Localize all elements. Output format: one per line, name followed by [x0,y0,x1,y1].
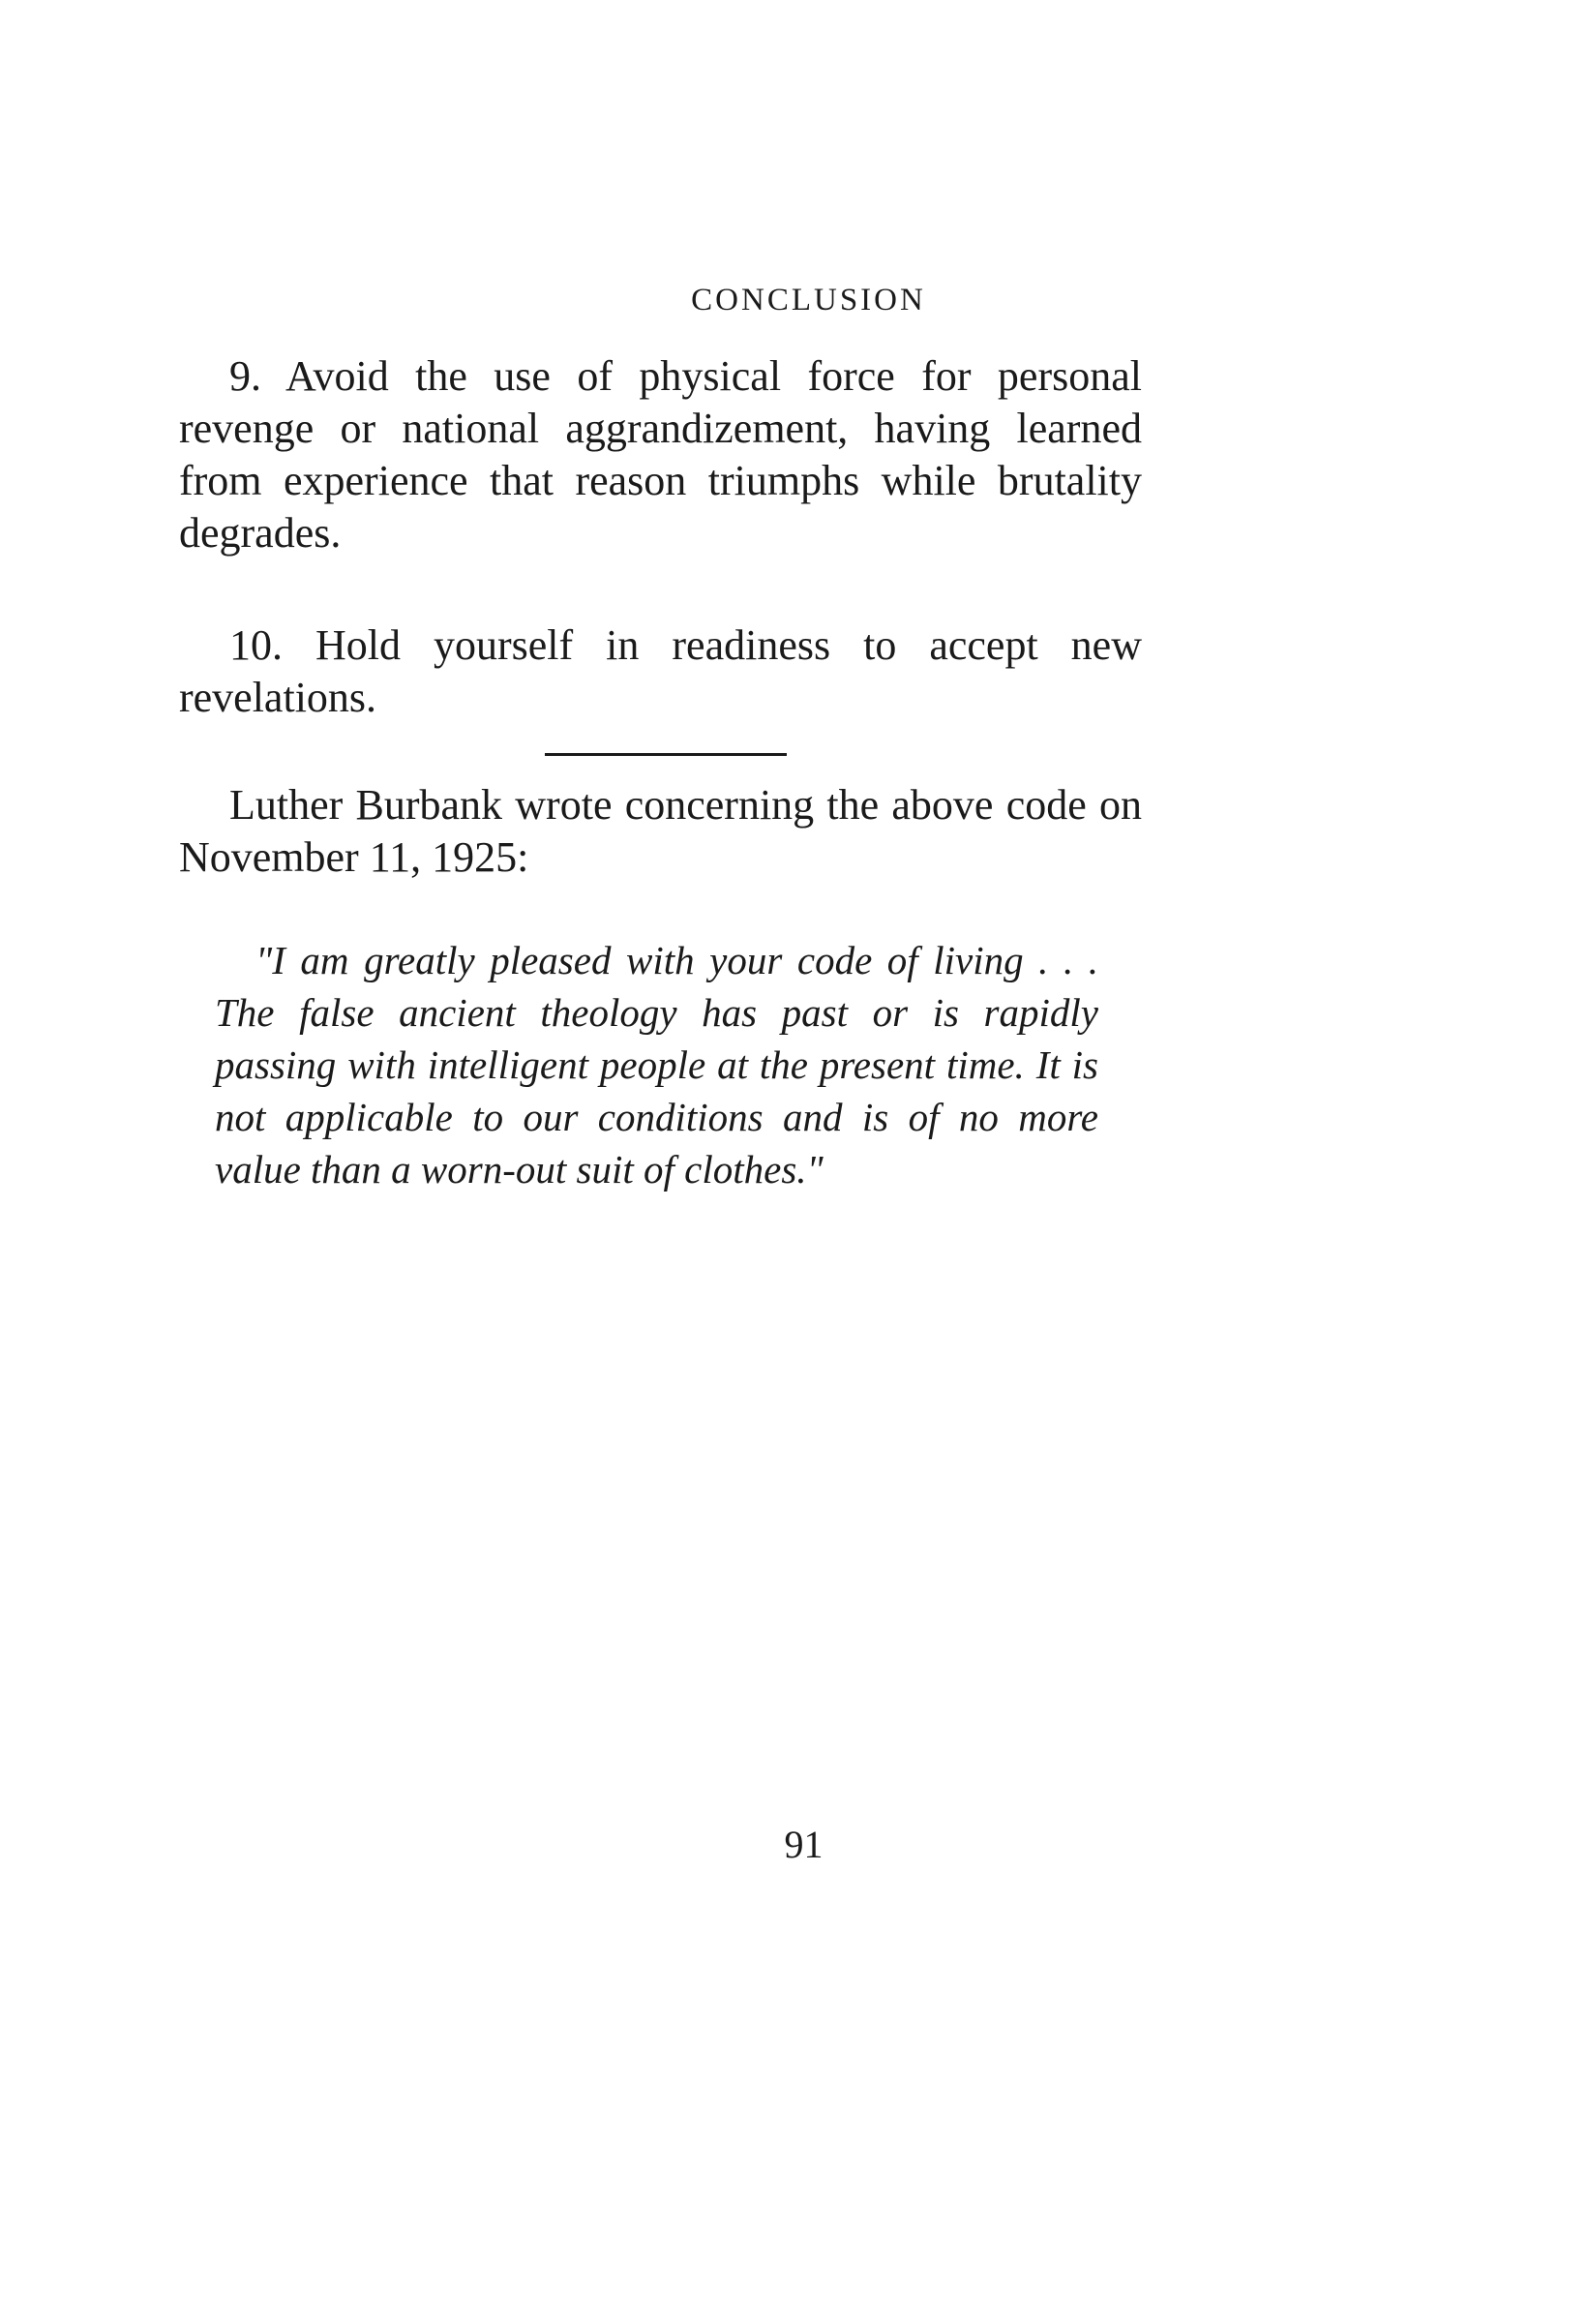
paragraph-item-9 [179,350,1142,559]
burbank-quote [215,934,1098,1195]
paragraph-item-10-text: 10. Hold yourself in readiness to accept new revelations. [179,621,1142,721]
paragraph-burbank-intro [179,779,1142,884]
paragraph-item-10 [179,619,1142,724]
section-divider [545,753,787,756]
paragraph-burbank-intro-text: Luther Burbank wrote concerning the above code on November 11, 1925: [179,781,1142,881]
paragraph-item-9-text: 9. Avoid the use of physical force for personal revenge or national aggrandizement, having learned from experience that reason triumphs while brutality degrades. [179,352,1142,557]
burbank-quote-text: "I am greatly pleased with your code of living . . . The false ancient theology has past or is rapidly passing with intelligent people at the present time. It is not applicable to our conditions and is of no more value than a worn-out suit of clothes." [215,938,1098,1192]
page-number: 91 [784,1823,824,1866]
running-head: CONCLUSION [691,283,926,317]
